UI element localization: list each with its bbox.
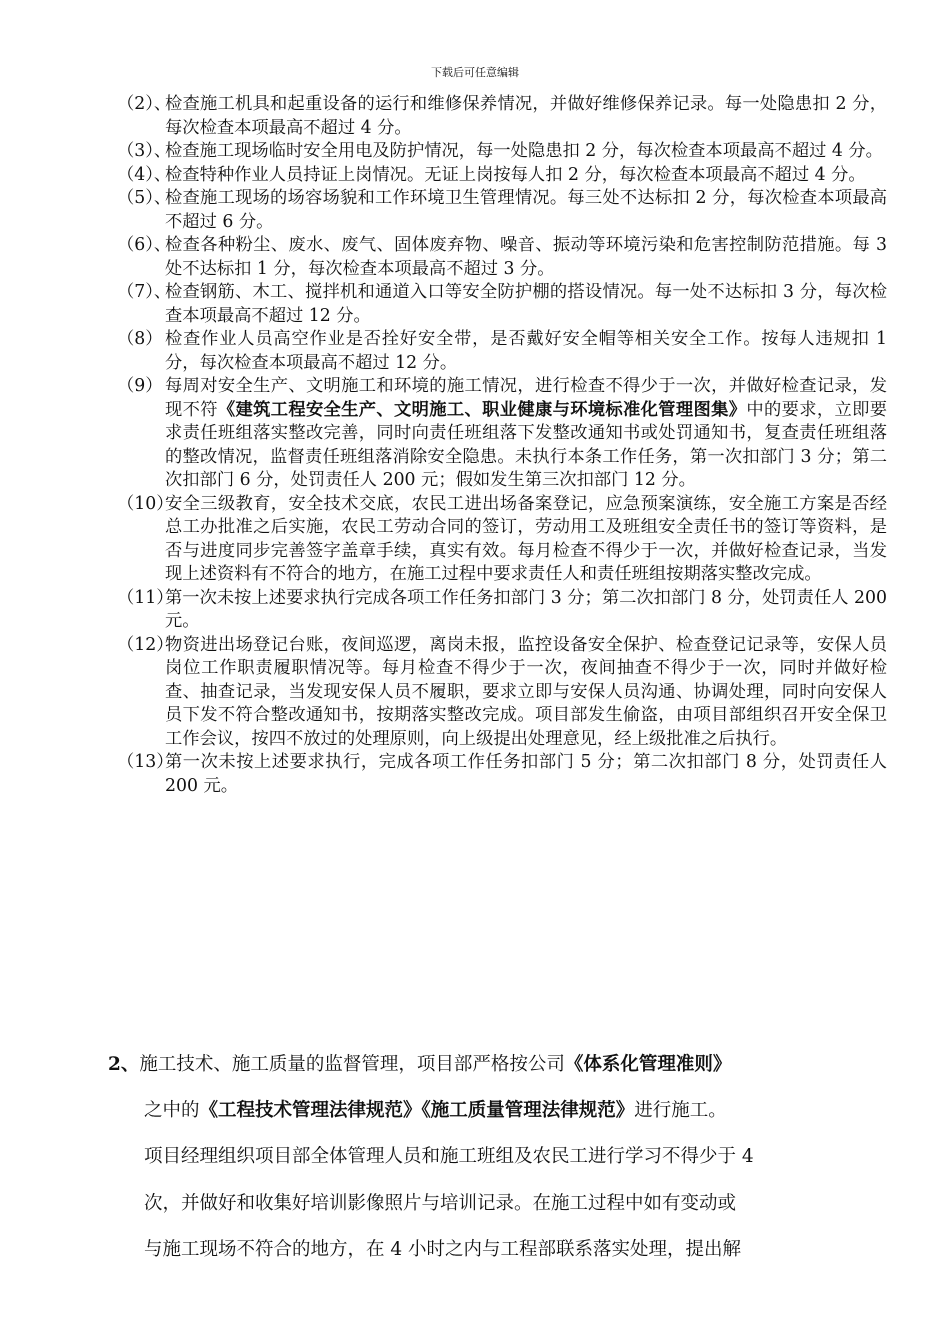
list-item [117, 281, 887, 328]
section-2-line-2 [144, 1096, 919, 1126]
page-header-note: 下载后可任意编辑 [431, 66, 519, 79]
list-item [117, 634, 887, 752]
list-item [117, 234, 887, 281]
list-item [117, 328, 887, 375]
list-item [117, 375, 887, 493]
section-text: 之中的 [144, 1100, 200, 1121]
section-text: 进行施工。 [634, 1100, 727, 1121]
item-text [165, 376, 887, 490]
item-text: 检查施工机具和起重设备的运行和维修保养情况，并做好维修保养记录。每一处隐患扣 2 分，每次检查本项最高不超过 4 分。 [165, 94, 887, 138]
section-text: 施工技术、施工质量的监督管理，项目部严格按公司 [139, 1054, 565, 1075]
item-text-before: 每周对安全生产、文明施工和环境的施工情况，进行检查不得少于一次，并做好检查记录，发现不符 [165, 376, 887, 420]
item-number: （3）、 [117, 141, 172, 161]
item-text: 检查施工现场的场容场貌和工作环境卫生管理情况。每三处不达标扣 2 分，每次检查本项最高不超过 6 分。 [165, 188, 887, 232]
item-number: （2）、 [117, 94, 172, 114]
item-number: （10） [117, 493, 174, 514]
item-text: 检查特种作业人员持证上岗情况。无证上岗按每人扣 2 分，每次检查本项最高不超过 4 分。 [165, 164, 866, 185]
item-number: （5）、 [117, 188, 172, 208]
item-number: （6）、 [117, 235, 172, 255]
item-number: （12） [117, 634, 174, 655]
item-number: （13） [117, 752, 174, 772]
list-item [117, 493, 887, 587]
section-2-line-3: 项目经理组织项目部全体管理人员和施工班组及农民工进行学习不得少于 4 [144, 1146, 754, 1167]
section-2-line-5: 与施工现场不符合的地方，在 4 小时之内与工程部联系落实处理，提出解 [144, 1239, 742, 1260]
list-item [117, 587, 887, 634]
item-text: 检查钢筋、木工、搅拌机和通道入口等安全防护棚的搭设情况。每一处不达标扣 3 分，每次检查本项最高不超过 12 分。 [165, 282, 887, 326]
item-number: （9） [117, 376, 163, 396]
item-text: 物资进出场登记台账，夜间巡逻，离岗未报，监控设备安全保护、检查登记记录等，安保人员岗位工作职责履职情况等。每月检查不得少于一次，夜间抽查不得少于一次，同时并做好检查、抽查记录，当发现安保人员不履职，要求立即与安保人员沟通、协调处理，同时向安保人员下发不符合整改通知书，按期落实整改完成。项目部发生偷盗，由项目部组织召开安全保卫工作会议，按四不放过的处理原则，向上级提出处理意见，经上级批准之后执行。 [165, 634, 887, 749]
list-item [117, 164, 887, 188]
list-item [117, 93, 887, 140]
item-number: （7）、 [117, 282, 172, 302]
inspection-items-list [117, 93, 887, 798]
item-number: （11） [117, 587, 174, 608]
section-bold-reference: 《体系化管理准则》 [564, 1054, 732, 1075]
standard-reference-bold: 《建筑工程安全生产、文明施工、职业健康与环境标准化管理图集》 [217, 399, 747, 420]
section-number: 2、 [108, 1054, 140, 1075]
item-text: 检查各种粉尘、废水、废气、固体废弃物、噪音、振动等环境污染和危害控制防范措施。每 3 处不达标扣 1 分，每次检查本项最高不超过 3 分。 [165, 235, 887, 279]
item-number: （4）、 [117, 164, 172, 185]
list-item [117, 751, 887, 798]
item-text: 检查作业人员高空作业是否拴好安全带，是否戴好安全帽等相关安全工作。按每人违规扣 1 分，每次检查本项最高不超过 12 分。 [165, 329, 887, 373]
item-text: 第一次未按上述要求执行完成各项工作任务扣部门 3 分；第二次扣部门 8 分，处罚责任人 200 元。 [165, 587, 887, 631]
item-text: 第一次未按上述要求执行，完成各项工作任务扣部门 5 分；第二次扣部门 8 分，处罚责任人 200 元。 [165, 752, 887, 796]
section-2-line-4: 次，并做好和收集好培训影像照片与培训记录。在施工过程中如有变动或 [144, 1193, 737, 1214]
list-item [117, 140, 887, 164]
item-text-after: 中的要求，立即要求责任班组落实整改完善，同时向责任班组落下发整改通知书或处罚通知书，复查责任班组落的整改情况，监督责任班组落消除安全隐患。未执行本条工作任务，第一次扣部门 3 分；第二次扣部门 6 分，处罚责任人 200 元；假如发生第三次扣部门 12 分。 [165, 399, 887, 490]
item-text: 检查施工现场临时安全用电及防护情况，每一处隐患扣 2 分，每次检查本项最高不超过 4 分。 [165, 141, 883, 161]
section-bold-reference: 《工程技术管理法律规范》《施工质量管理法律规范》 [199, 1100, 635, 1121]
item-text: 安全三级教育，安全技术交底，农民工进出场备案登记，应急预案演练，安全施工方案是否经总工办批准之后实施，农民工劳动合同的签订，劳动用工及班组安全责任书的签订等资料，是否与进度同步完善签字盖章手续，真实有效。每月检查不得少于一次，并做好检查记录，当发现上述资料有不符合的地方，在施工过程中要求责任人和责任班组按期落实整改完成。 [165, 493, 887, 584]
section-2-heading-line [108, 1050, 883, 1080]
list-item [117, 187, 887, 234]
item-number: （8） [117, 329, 163, 349]
